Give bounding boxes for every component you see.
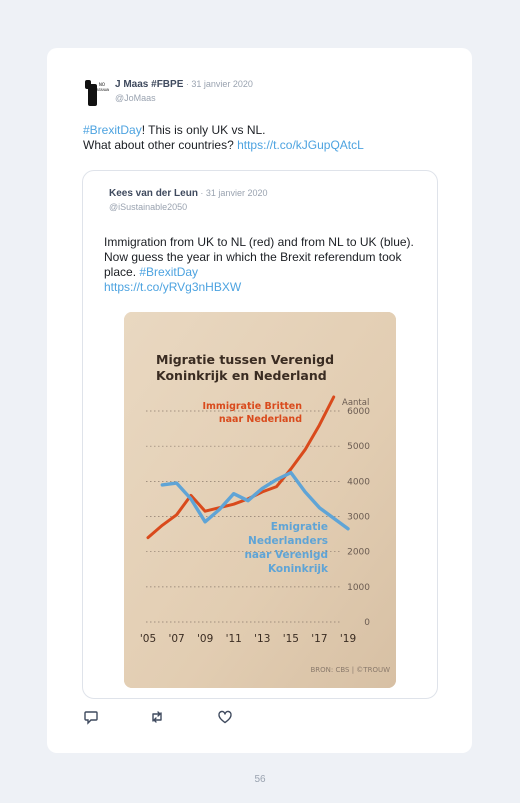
x-tick-label: '07: [168, 633, 185, 645]
x-tick-label: '15: [282, 633, 299, 645]
quoted-text: [104, 235, 414, 295]
quoted-author-name[interactable]: Kees van der Leun: [109, 188, 198, 199]
red-series-label-line2: naar Nederland: [218, 414, 302, 425]
y-tick-label: 3000: [347, 512, 370, 523]
tweet-text-part1: ! This is only UK vs NL.: [141, 123, 266, 137]
y-tick-label: 6000: [347, 407, 370, 418]
y-tick-label: 1000: [347, 582, 370, 593]
tweet-url-link[interactable]: https://t.co/kJGupQAtcL: [237, 138, 364, 152]
x-tick-label: '09: [197, 633, 214, 645]
chart-title-line2: Koninkrijk en Nederland: [156, 368, 327, 383]
axis-label: Aantal: [342, 398, 370, 408]
avatar[interactable]: [83, 78, 109, 108]
heart-icon[interactable]: [217, 709, 233, 725]
x-tick-label: '13: [254, 633, 271, 645]
chart-source: BRON: CBS | ©TROUW: [310, 666, 390, 674]
x-tick-label: '05: [139, 633, 157, 645]
chart-title-line1: Migratie tussen Verenigd: [156, 352, 335, 367]
retweet-icon[interactable]: [149, 709, 165, 725]
chart-photo[interactable]: [124, 312, 396, 688]
quoted-author-line: [109, 188, 267, 199]
tweet-card: [47, 48, 472, 753]
blue-series-label-line3: naar Verenigd: [244, 549, 328, 561]
page-number: 56: [254, 774, 266, 785]
blue-series-label-line2: Nederlanders: [248, 535, 328, 547]
y-tick-label: 2000: [347, 547, 370, 558]
y-tick-label: 5000: [347, 442, 370, 453]
y-tick-label: 0: [364, 618, 370, 628]
x-tick-label: '19: [339, 633, 357, 645]
reply-icon[interactable]: [83, 709, 99, 725]
hashtag-link[interactable]: #BrexitDay: [83, 123, 142, 137]
red-series-label-line1: Immigratie Britten: [202, 401, 302, 412]
blue-series-label-line1: Emigratie: [270, 521, 328, 533]
quoted-date[interactable]: · 31 janvier 2020: [197, 188, 268, 198]
chart-svg: [124, 312, 396, 688]
quoted-url-link[interactable]: https://t.co/yRVg3nHBXW: [104, 280, 242, 294]
avatar-label-bottom: SATANAN: [94, 88, 109, 92]
x-tick-label: '11: [225, 633, 242, 645]
tweet-date[interactable]: · 31 janvier 2020: [183, 79, 253, 89]
quoted-tweet[interactable]: [82, 170, 438, 699]
author-name[interactable]: J Maas #FBPE: [115, 79, 184, 90]
x-tick-label: '17: [311, 633, 328, 645]
author-handle[interactable]: @JoMaas: [115, 93, 156, 103]
y-tick-label: 4000: [347, 477, 370, 488]
quoted-hashtag-link[interactable]: #BrexitDay: [139, 265, 199, 279]
blue-series-label-line4: Koninkrijk: [267, 563, 328, 575]
tweet-text: [83, 123, 453, 153]
avatar-label-top: NO: [98, 82, 106, 87]
quoted-text-body: Immigration from UK to NL (red) and from NL to UK (blue). Now guess the year in which the Brexit referendum took place.: [104, 235, 414, 279]
author-line: [115, 79, 253, 90]
quoted-handle[interactable]: @iSustainable2050: [109, 202, 188, 212]
tweet-text-part2: What about other countries?: [83, 138, 238, 152]
